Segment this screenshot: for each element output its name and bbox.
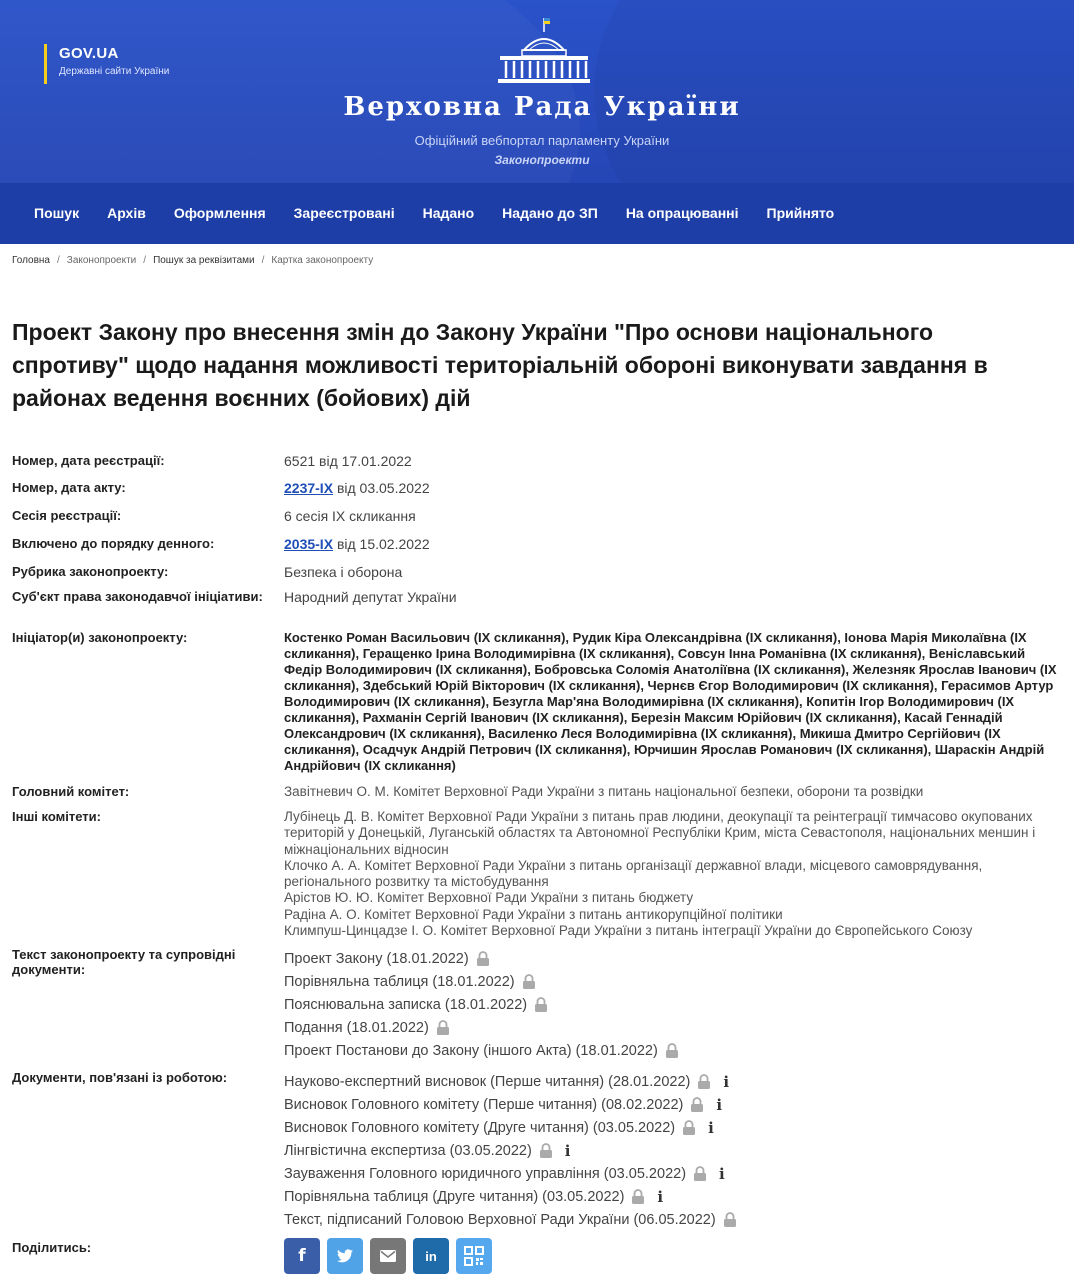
- share-buttons: [284, 1238, 499, 1274]
- document-link[interactable]: [284, 993, 1066, 1016]
- lock-icon: [682, 1120, 696, 1135]
- agenda-label: Включено до порядку денного:: [12, 536, 215, 551]
- breadcrumb-search[interactable]: Пошук за реквізитами: [153, 255, 255, 266]
- document-title: Пояснювальна записка (18.01.2022): [284, 996, 528, 1013]
- agenda-number-link[interactable]: 2035-IX: [284, 536, 334, 552]
- main-nav: [0, 183, 1074, 244]
- nav-item-in-work[interactable]: На опрацюванні: [625, 205, 739, 221]
- qr-code-icon: [464, 1246, 484, 1266]
- document-title: Порівняльна таблиця (18.01.2022): [284, 973, 515, 990]
- gov-ua-subtitle: Державні сайти України: [59, 66, 170, 77]
- act-number-link[interactable]: 2237-IX: [284, 480, 334, 496]
- act-date: від 03.05.2022: [336, 480, 430, 496]
- lock-icon: [476, 951, 490, 966]
- related-document-link[interactable]: [284, 1093, 1066, 1116]
- parliament-building-icon[interactable]: [494, 16, 594, 88]
- twitter-icon: [337, 1249, 353, 1263]
- breadcrumb: [12, 255, 373, 266]
- related-document-title: Текст, підписаний Головою Верховної Ради України (06.05.2022): [284, 1211, 716, 1228]
- nav-item-registered[interactable]: Зареєстровані: [293, 205, 395, 221]
- committee-item: Климпуш-Цинцадзе І. О. Комітет Верховної Ради України з питань інтеграції України до Європейського Союзу: [284, 923, 973, 939]
- breadcrumb-bills[interactable]: Законопроекти: [66, 255, 137, 266]
- lock-icon: [539, 1143, 553, 1158]
- committee-item: Лубінець Д. В. Комітет Верховної Ради України з питань прав людини, деокупації та реінтеграції тимчасово окупованих територій у Донецькій, Луганській областях та Автономної Республіки Крим, міста Севастополя, національних меншин і міжнаціональних відносин: [284, 809, 1036, 857]
- document-title: Проект Закону (18.01.2022): [284, 950, 469, 967]
- qr-code-button[interactable]: [456, 1238, 492, 1274]
- breadcrumb-separator: /: [143, 255, 147, 266]
- lock-icon: [693, 1166, 707, 1181]
- related-document-link[interactable]: [284, 1208, 1066, 1231]
- facebook-share-button[interactable]: [284, 1238, 320, 1274]
- facebook-icon: f: [298, 1246, 306, 1266]
- info-icon[interactable]: i: [719, 1164, 725, 1183]
- linkedin-share-button[interactable]: [413, 1238, 449, 1274]
- committee-item: Радіна А. О. Комітет Верховної Ради України з питань антикорупційної політики: [284, 906, 783, 922]
- lock-icon: [534, 997, 548, 1012]
- document-link[interactable]: [284, 970, 1066, 993]
- related-documents-label: Документи, пов'язані із роботою:: [12, 1070, 228, 1085]
- envelope-icon: [380, 1250, 396, 1262]
- related-document-link[interactable]: [284, 1070, 1066, 1093]
- site-subtitle: Офіційний вебпортал парламенту України: [414, 133, 670, 148]
- lock-icon: [697, 1074, 711, 1089]
- related-documents-list: [284, 1070, 1066, 1231]
- nav-item-submitted-zp[interactable]: Надано до ЗП: [502, 205, 598, 221]
- related-document-title: Порівняльна таблиця (Друге читання) (03.05.2022): [284, 1188, 625, 1205]
- session-value: 6 сесія IX скликання: [284, 508, 416, 524]
- linkedin-icon: in: [425, 1248, 437, 1264]
- related-document-title: Зауваження Головного юридичного управління (03.05.2022): [284, 1165, 687, 1182]
- subject-value: Народний депутат України: [284, 589, 457, 605]
- document-link[interactable]: [284, 1039, 1066, 1062]
- info-icon[interactable]: i: [716, 1095, 723, 1114]
- agenda-date: від 15.02.2022: [336, 536, 430, 552]
- rubric-label: Рубрика законопроекту:: [12, 564, 169, 579]
- gov-ua-logo[interactable]: [44, 44, 169, 84]
- documents-label: Текст законопроекту та супровідні документи:: [12, 947, 236, 977]
- lock-icon: [631, 1189, 645, 1204]
- nav-item-adopted[interactable]: Прийнято: [766, 205, 835, 221]
- nav-item-submitted[interactable]: Надано: [422, 205, 475, 221]
- breadcrumb-home[interactable]: Головна: [12, 255, 50, 266]
- related-document-title: Лінгвістична експертиза (03.05.2022): [284, 1142, 532, 1159]
- info-icon[interactable]: i: [708, 1118, 714, 1137]
- breadcrumb-separator: /: [261, 255, 265, 266]
- related-document-title: Висновок Головного комітету (Друге читання) (03.05.2022): [284, 1119, 676, 1136]
- session-label: Сесія реєстрації:: [12, 508, 122, 523]
- act-label: Номер, дата акту:: [12, 480, 126, 495]
- email-share-button[interactable]: [370, 1238, 406, 1274]
- related-document-title: Висновок Головного комітету (Перше читання) (08.02.2022): [284, 1096, 684, 1113]
- document-link[interactable]: [284, 947, 1066, 970]
- subject-label: Суб'єкт права законодавчої ініціативи:: [12, 589, 263, 604]
- share-label: Поділитись:: [12, 1240, 92, 1255]
- page-title: Проект Закону про внесення змін до Закону України "Про основи національного спротиву" щодо надання можливості територіальній обороні виконувати завдання в районах ведення воєнних (бойових) дій: [12, 319, 988, 411]
- lock-icon: [690, 1097, 704, 1112]
- initiators-label: Ініціатор(и) законопроекту:: [12, 630, 188, 645]
- main-committee-value: Завітневич О. М. Комітет Верховної Ради України з питань національної безпеки, оборони та розвідки: [284, 784, 924, 799]
- nav-item-search[interactable]: Пошук: [34, 205, 80, 221]
- registration-value: 6521 від 17.01.2022: [284, 453, 412, 469]
- nav-item-processing[interactable]: Оформлення: [173, 205, 266, 221]
- documents-list: [284, 947, 1066, 1062]
- initiators-value: Костенко Роман Васильович (IX скликання), Рудик Кіра Олександрівна (IX скликання), Іонова Марія Миколаївна (IX скликання), Геращенко Ірина Володимирівна (IX скликання), Совсун Інна Романівна (IX скликання), Веніславський Федір Володимирович (IX скликання), Бобровська Соломія Анатоліївна (IX скликання), Железняк Ярослав Іванович (IX скликання), Здебський Юрій Вікторович (IX скликання), Чернєв Єгор Володимирович (IX скликання), Герасимов Артур Володимирович (IX скликання), Безугла Мар'яна Володимирівна (IX скликання), Копитін Ігор Володимирович (IX скликання), Рахманін Сергій Іванович (IX скликання), Березін Максим Юрійович (IX скликання), Касай Геннадій Олександрович (IX скликання), Василенко Леся Володимирівна (IX скликання), Микиша Дмитро Сергійович (IX скликання), Осадчук Андрій Петрович (IX скликання), Юрчишин Ярослав Романович (IX скликання), Шараскін Андрій Андрійович (IX скликання): [284, 630, 1057, 773]
- related-document-link[interactable]: [284, 1139, 1066, 1162]
- rubric-value: Безпека і оборона: [284, 564, 403, 580]
- committee-item: Арістов Ю. Ю. Комітет Верховної Ради України з питань бюджету: [284, 890, 694, 906]
- gov-ua-title: GOV.UA: [59, 45, 119, 62]
- registration-label: Номер, дата реєстрації:: [12, 453, 165, 468]
- lock-icon: [522, 974, 536, 989]
- main-committee-label: Головний комітет:: [12, 784, 130, 799]
- agenda-value: [284, 536, 1066, 552]
- info-icon[interactable]: i: [657, 1187, 664, 1206]
- related-document-title: Науково-експертний висновок (Перше читання) (28.01.2022): [284, 1073, 691, 1090]
- twitter-share-button[interactable]: [327, 1238, 363, 1274]
- lock-icon: [723, 1212, 737, 1227]
- lock-icon: [665, 1043, 679, 1058]
- other-committees-list: [284, 809, 1066, 939]
- related-document-link[interactable]: [284, 1116, 1066, 1139]
- info-icon[interactable]: i: [564, 1141, 571, 1160]
- act-value: [284, 480, 1066, 496]
- breadcrumb-current: Картка законопроекту: [271, 255, 374, 266]
- site-section: Законопроекти: [494, 153, 590, 167]
- site-header: [0, 0, 1074, 183]
- info-icon[interactable]: i: [723, 1072, 730, 1091]
- related-document-link[interactable]: [284, 1185, 1066, 1208]
- document-title: Подання (18.01.2022): [284, 1019, 429, 1036]
- breadcrumb-separator: /: [57, 255, 60, 266]
- site-title[interactable]: Верховна Рада України: [343, 92, 741, 122]
- lock-icon: [436, 1020, 450, 1035]
- document-link[interactable]: [284, 1016, 1066, 1039]
- other-committees-label: Інші комітети:: [12, 809, 101, 824]
- document-title: Проект Постанови до Закону (іншого Акта) (18.01.2022): [284, 1042, 658, 1059]
- committee-item: Клочко А. А. Комітет Верховної Ради України з питань організації державної влади, місцевого самоврядування, регіонального розвитку та містобудування: [284, 857, 983, 890]
- nav-item-archive[interactable]: Архів: [107, 205, 146, 221]
- related-document-link[interactable]: [284, 1162, 1066, 1185]
